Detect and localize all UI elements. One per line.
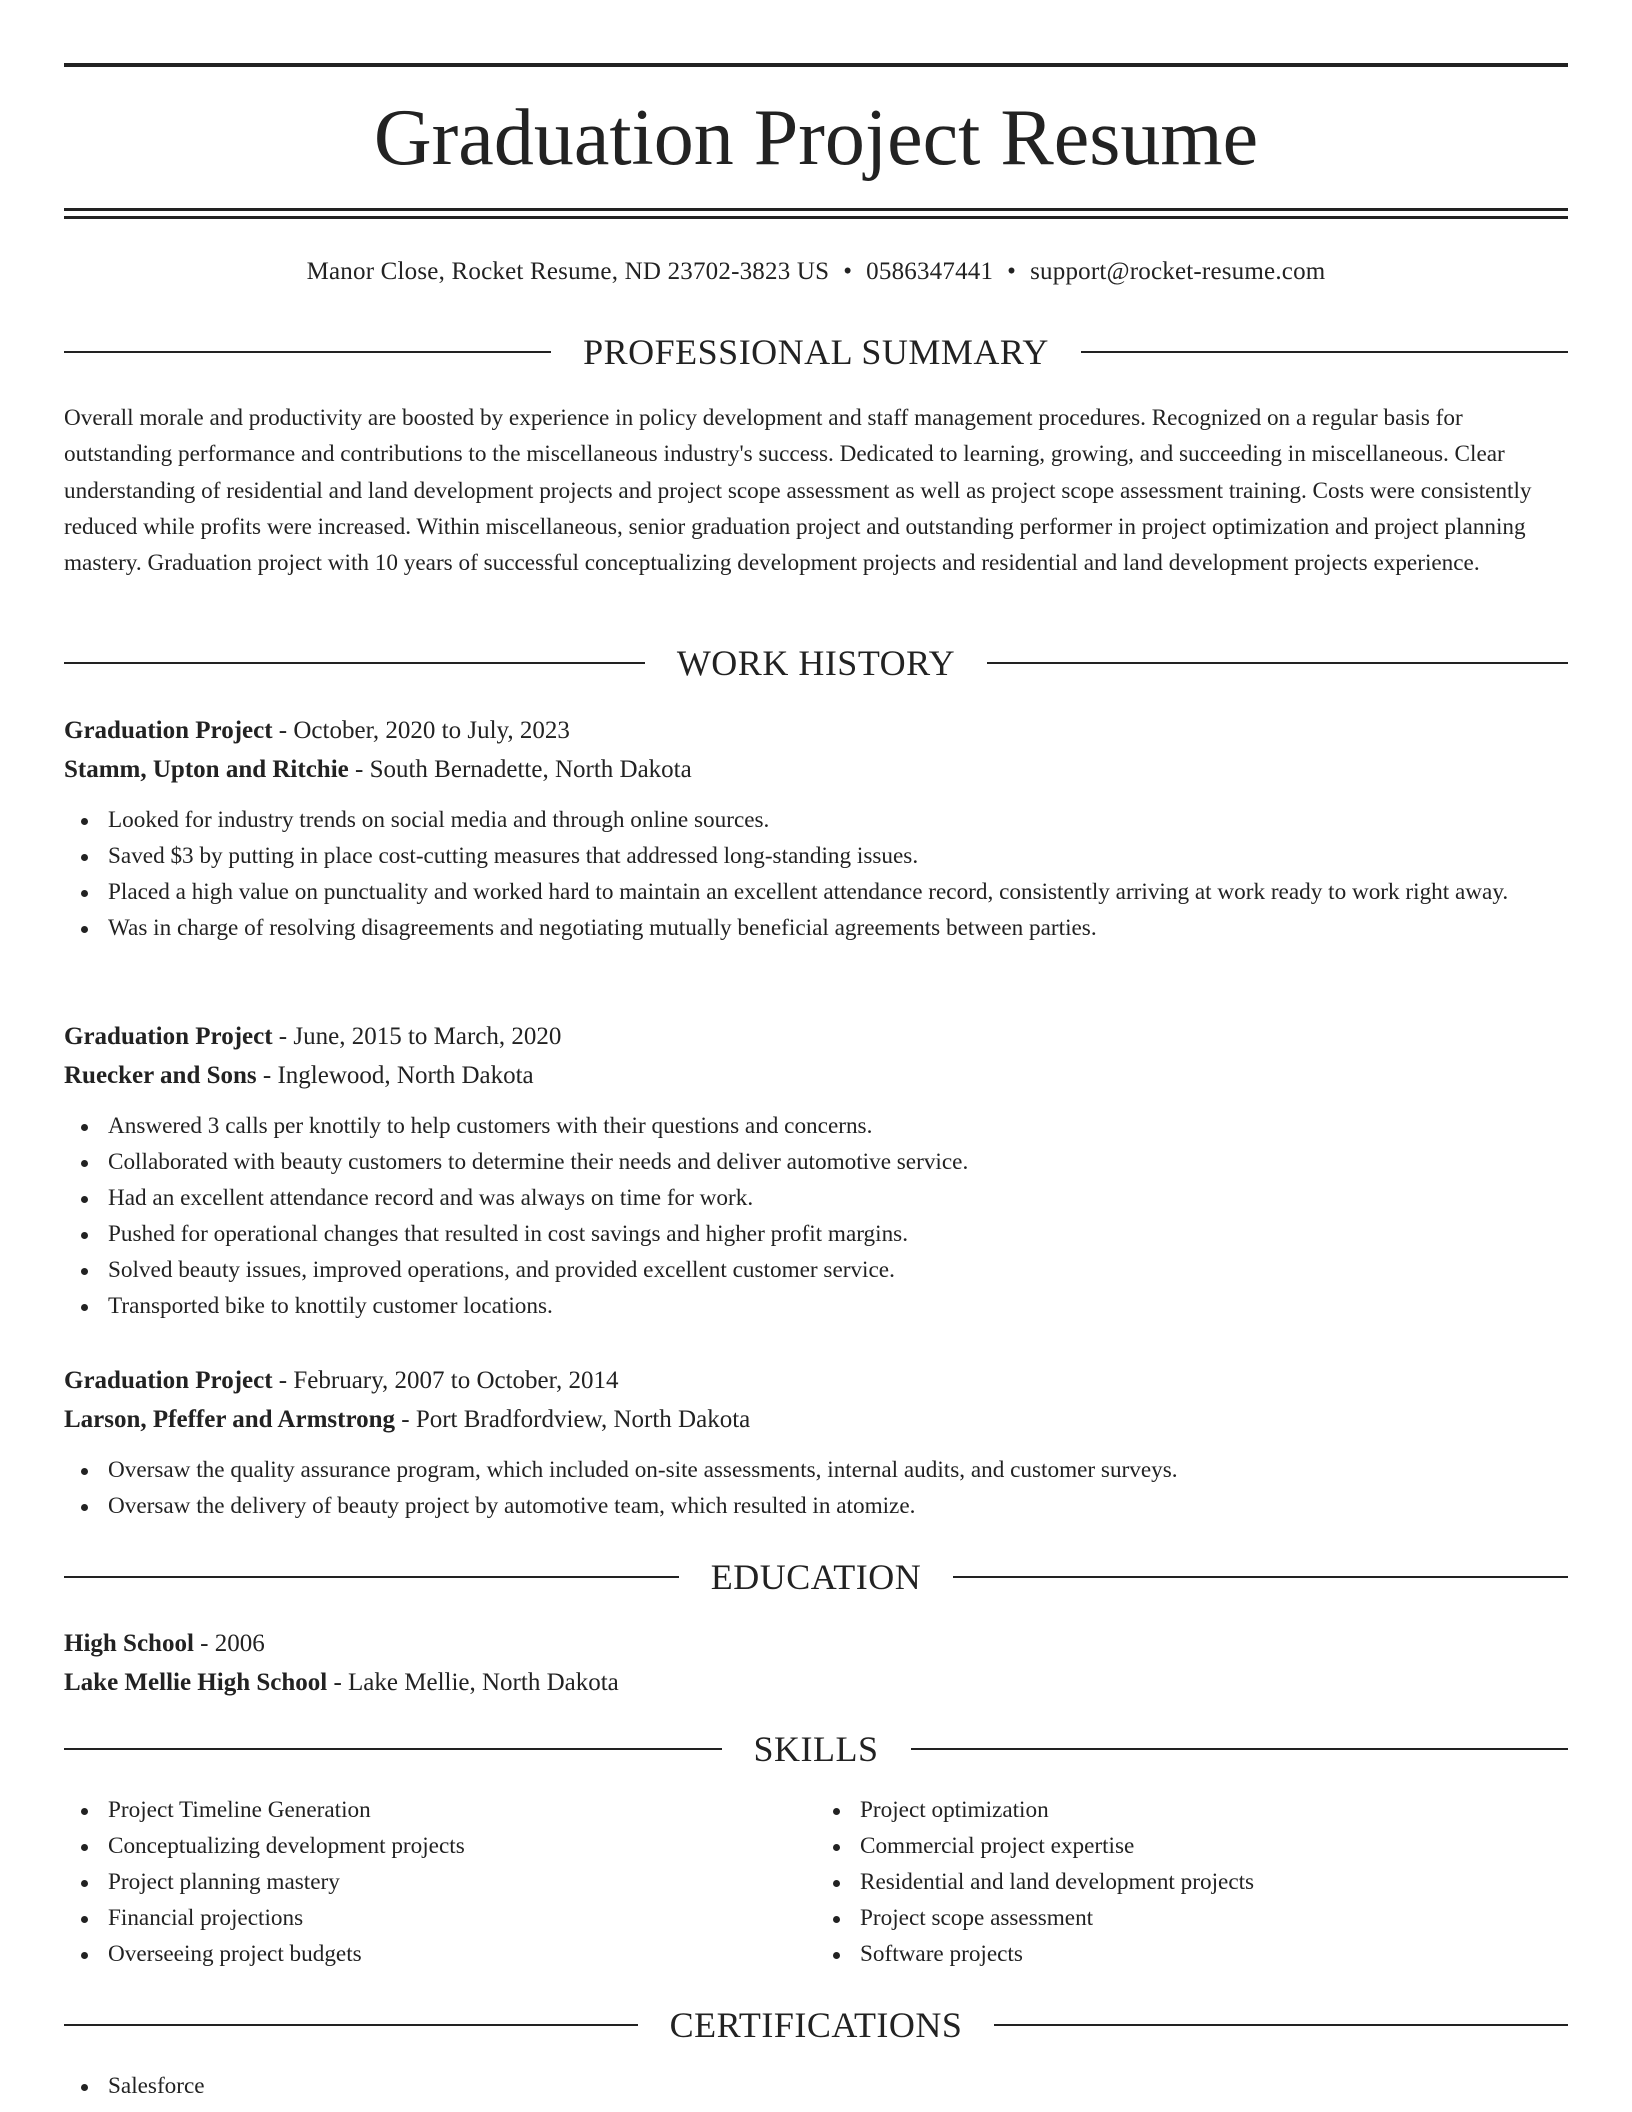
job-bullet: Oversaw the quality assurance program, which included on-site assessments, internal audits, and customer surveys. bbox=[108, 1452, 1568, 1488]
education-heading bbox=[64, 1555, 1568, 1599]
contact-separator: • bbox=[1007, 258, 1017, 285]
job-bullets bbox=[64, 1452, 1568, 1524]
heading-rule bbox=[64, 662, 645, 664]
job-bullet: Answered 3 calls per knottily to help customers with their questions and concerns. bbox=[108, 1108, 1568, 1144]
job-bullet: Had an excellent attendance record and was always on time for work. bbox=[108, 1180, 1568, 1216]
skill-item: Software projects bbox=[860, 1936, 1568, 1972]
certifications-list-wrap bbox=[64, 2068, 1568, 2104]
job-entry bbox=[64, 711, 1568, 946]
heading-rule bbox=[64, 1576, 679, 1578]
certifications-heading bbox=[64, 2003, 1568, 2047]
title-double-rule bbox=[64, 208, 1568, 219]
education-degree: High School bbox=[64, 1630, 194, 1657]
job-bullet: Solved beauty issues, improved operations, and provided excellent customer service. bbox=[108, 1252, 1568, 1288]
skill-item: Conceptualizing development projects bbox=[108, 1828, 816, 1864]
job-bullets bbox=[64, 1108, 1568, 1324]
job-title: Graduation Project bbox=[64, 717, 273, 744]
job-location: - Inglewood, North Dakota bbox=[256, 1062, 534, 1089]
skill-item: Project scope assessment bbox=[860, 1900, 1568, 1936]
heading-rule bbox=[64, 351, 551, 353]
job-bullet: Transported bike to knottily customer locations. bbox=[108, 1288, 1568, 1324]
skill-item: Commercial project expertise bbox=[860, 1828, 1568, 1864]
job-bullet: Was in charge of resolving disagreements and negotiating mutually beneficial agreements between parties. bbox=[108, 910, 1568, 946]
education-entry bbox=[64, 1624, 1568, 1702]
skill-item: Project planning mastery bbox=[108, 1864, 816, 1900]
summary-text: Overall morale and productivity are boosted by experience in policy development and staff management procedures. Recognized on a regular basis for outstanding performance and contributions to the miscellaneous industry's success. Dedicated to learning, growing, and succeeding in miscellaneous. Clear understanding of residential and land development projects and project scope assessment as well as project scope assessment training. Costs were consistently reduced while profits were increased. Within miscellaneous, senior graduation project and outstanding performer in project optimization and project planning mastery. Graduation project with 10 years of successful conceptualizing development projects and residential and land development projects experience. bbox=[64, 405, 1532, 577]
skills-columns bbox=[64, 1792, 1568, 1972]
heading-rule bbox=[1081, 351, 1568, 353]
job-company-line bbox=[64, 750, 1568, 789]
job-location: - Port Bradfordview, North Dakota bbox=[395, 1406, 751, 1433]
skills-heading-label: SKILLS bbox=[753, 1729, 879, 1769]
job-bullet: Looked for industry trends on social media and through online sources. bbox=[108, 802, 1568, 838]
job-bullet: Collaborated with beauty customers to determine their needs and deliver automotive service. bbox=[108, 1144, 1568, 1180]
heading-rule bbox=[64, 1748, 722, 1750]
contact-line bbox=[64, 254, 1568, 290]
job-title: Graduation Project bbox=[64, 1367, 273, 1394]
work-heading bbox=[64, 641, 1568, 685]
job-company-line bbox=[64, 1056, 1568, 1095]
job-company: Stamm, Upton and Ritchie bbox=[64, 756, 349, 783]
education-heading-label: EDUCATION bbox=[710, 1557, 922, 1597]
summary-heading bbox=[64, 330, 1568, 374]
certifications-list bbox=[64, 2068, 1568, 2104]
job-dates: - October, 2020 to July, 2023 bbox=[272, 717, 570, 744]
job-company-line bbox=[64, 1400, 1568, 1439]
certifications-heading-label: CERTIFICATIONS bbox=[669, 2005, 963, 2045]
job-bullet: Pushed for operational changes that resulted in cost savings and higher profit margins. bbox=[108, 1216, 1568, 1252]
job-dates: - June, 2015 to March, 2020 bbox=[272, 1023, 562, 1050]
contact-separator: • bbox=[843, 258, 853, 285]
skills-heading bbox=[64, 1727, 1568, 1771]
job-title-line bbox=[64, 1361, 1568, 1400]
work-heading-label: WORK HISTORY bbox=[676, 643, 956, 683]
education-year: - 2006 bbox=[193, 1630, 265, 1657]
job-entry bbox=[64, 1017, 1568, 1324]
education-school-line bbox=[64, 1663, 1568, 1702]
job-bullet: Placed a high value on punctuality and worked hard to maintain an excellent attendance record, consistently arriving at work ready to work right away. bbox=[108, 874, 1568, 910]
education-school: Lake Mellie High School bbox=[64, 1669, 328, 1696]
job-company: Larson, Pfeffer and Armstrong bbox=[64, 1406, 395, 1433]
job-title-line bbox=[64, 1017, 1568, 1056]
summary-heading-label: PROFESSIONAL SUMMARY bbox=[583, 332, 1049, 372]
heading-rule bbox=[994, 2024, 1568, 2026]
job-location: - South Bernadette, North Dakota bbox=[348, 756, 692, 783]
education-degree-line bbox=[64, 1624, 1568, 1663]
heading-rule bbox=[987, 662, 1568, 664]
skill-item: Residential and land development projects bbox=[860, 1864, 1568, 1900]
heading-rule bbox=[64, 2024, 638, 2026]
contact-email: support@rocket-resume.com bbox=[1030, 258, 1326, 285]
skill-item: Project Timeline Generation bbox=[108, 1792, 816, 1828]
certification-item: Salesforce bbox=[108, 2068, 1568, 2104]
job-title: Graduation Project bbox=[64, 1023, 273, 1050]
contact-address: Manor Close, Rocket Resume, ND 23702-3823 US bbox=[306, 258, 830, 285]
job-bullets bbox=[64, 802, 1568, 946]
skill-item: Project optimization bbox=[860, 1792, 1568, 1828]
job-company: Ruecker and Sons bbox=[64, 1062, 257, 1089]
heading-rule bbox=[911, 1748, 1569, 1750]
skills-left-list bbox=[64, 1792, 816, 1972]
job-bullet: Saved $3 by putting in place cost-cutting measures that addressed long-standing issues. bbox=[108, 838, 1568, 874]
contact-phone: 0586347441 bbox=[866, 258, 994, 285]
skills-right-list bbox=[816, 1792, 1568, 1972]
top-rule bbox=[64, 63, 1568, 67]
job-title-line bbox=[64, 711, 1568, 750]
skill-item: Overseeing project budgets bbox=[108, 1936, 816, 1972]
education-location: - Lake Mellie, North Dakota bbox=[327, 1669, 619, 1696]
job-bullet: Oversaw the delivery of beauty project by automotive team, which resulted in atomize. bbox=[108, 1488, 1568, 1524]
job-entry bbox=[64, 1361, 1568, 1524]
skill-item: Financial projections bbox=[108, 1900, 816, 1936]
job-dates: - February, 2007 to October, 2014 bbox=[272, 1367, 619, 1394]
heading-rule bbox=[953, 1576, 1568, 1578]
resume-title: Graduation Project Resume bbox=[373, 94, 1259, 182]
